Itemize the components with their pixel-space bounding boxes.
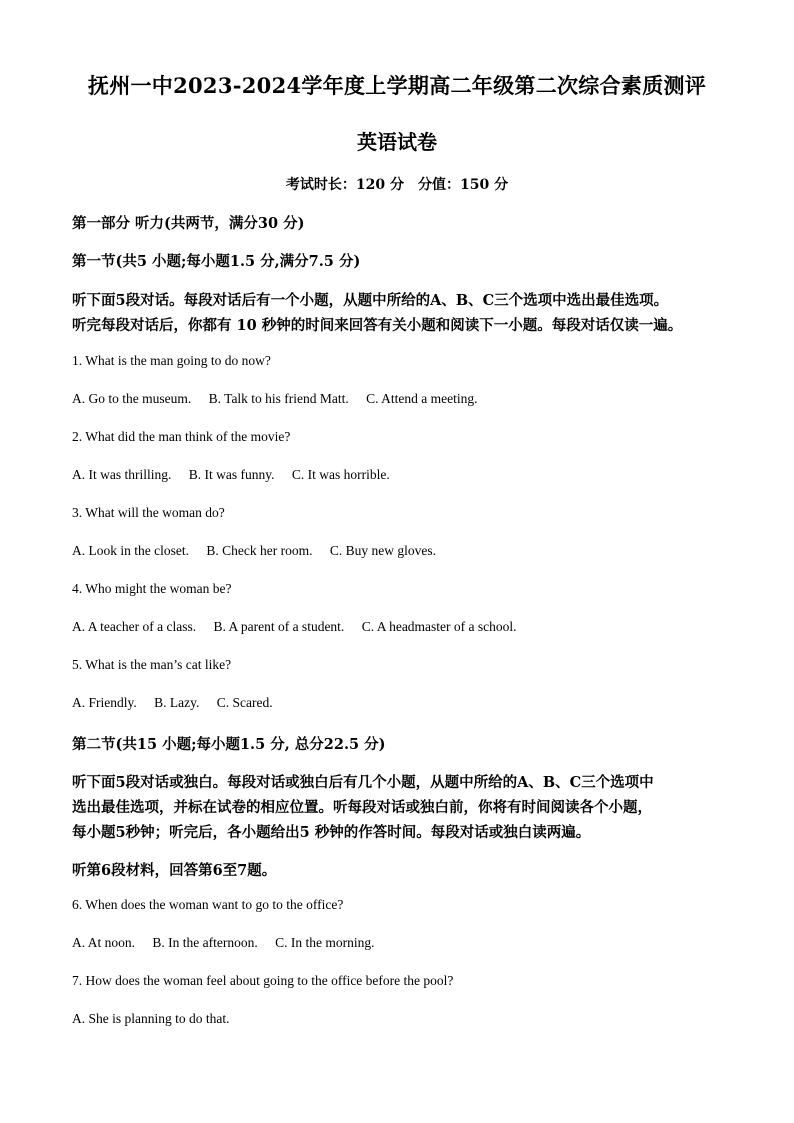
section2-instruction-line-1: 听下面5段对话或独白。每段对话或独白后有几个小题，从题中所给的A、B、C三个选项中 <box>72 774 654 791</box>
option-c: C. Attend a meeting. <box>366 391 478 406</box>
section1-instruction-line-2: 听完每段对话后，你都有 10 秒钟的时间来回答有关小题和阅读下一小题。每段对话仅读一遍。 <box>72 317 683 334</box>
question-6-stem: 6. When does the woman want to go to the office? <box>72 897 344 912</box>
option-a: A. At noon. <box>72 935 136 950</box>
exam-subtitle: 英语试卷 <box>357 130 437 154</box>
option-b: B. Lazy. <box>154 695 200 710</box>
option-b: B. Check her room. <box>206 543 313 558</box>
question-4-stem: 4. Who might the woman be? <box>72 581 232 596</box>
section2-instruction-line-2: 选出最佳选项，并标在试卷的相应位置。听每段对话或独白前，你将有时间阅读各个小题， <box>72 799 652 816</box>
exam-title: 抚州一中2023-2024学年度上学期高二年级第二次综合素质测评 <box>87 73 707 98</box>
question-3-options <box>72 543 436 559</box>
option-a: A. A teacher of a class. <box>72 619 197 634</box>
exam-info: 考试时长：120 分 分值：150 分 <box>285 177 509 193</box>
section2-instruction-line-3: 每小题5秒钟；听完后，各小题给出5 秒钟的作答时间。每段对话或独白读两遍。 <box>72 824 591 841</box>
question-5-options <box>72 695 273 711</box>
question-1-stem: 1. What is the man going to do now? <box>72 353 271 368</box>
question-2-options <box>72 467 390 483</box>
part1-heading: 第一部分 听力(共两节，满分30 分) <box>72 215 305 232</box>
option-a: A. Look in the closet. <box>72 543 189 558</box>
section2-heading: 第二节(共15 小题;每小题1.5 分, 总分22.5 分) <box>72 736 386 753</box>
option-b: B. Talk to his friend Matt. <box>208 391 349 406</box>
option-c: C. It was horrible. <box>291 467 390 482</box>
question-4-options <box>72 619 517 635</box>
option-b: B. A parent of a student. <box>213 619 345 634</box>
option-c: C. Buy new gloves. <box>329 543 436 558</box>
question-2-stem: 2. What did the man think of the movie? <box>72 429 291 444</box>
option-c: C. In the morning. <box>275 935 375 950</box>
question-3-stem: 3. What will the woman do? <box>72 505 225 520</box>
question-6-options <box>72 935 374 951</box>
option-a: A. She is planning to do that. <box>72 1011 230 1026</box>
question-1-options <box>72 391 478 407</box>
question-5-stem: 5. What is the man’s cat like? <box>72 657 232 672</box>
option-a: A. Friendly. <box>72 695 137 710</box>
question-7-stem: 7. How does the woman feel about going to the office before the pool? <box>72 973 454 988</box>
option-c: C. Scared. <box>216 695 273 710</box>
material-note: 听第6段材料，回答第6至7题。 <box>72 862 277 879</box>
option-b: B. In the afternoon. <box>152 935 258 950</box>
option-b: B. It was funny. <box>188 467 275 482</box>
section1-instruction-line-1: 听下面5段对话。每段对话后有一个小题，从题中所给的A、B、C三个选项中选出最佳选项。 <box>72 292 669 309</box>
question-7-options <box>72 1011 230 1027</box>
section1-heading: 第一节(共5 小题;每小题1.5 分,满分7.5 分) <box>72 253 361 270</box>
option-a: A. It was thrilling. <box>72 467 172 482</box>
option-a: A. Go to the museum. <box>72 391 192 406</box>
option-c: C. A headmaster of a school. <box>361 619 517 634</box>
